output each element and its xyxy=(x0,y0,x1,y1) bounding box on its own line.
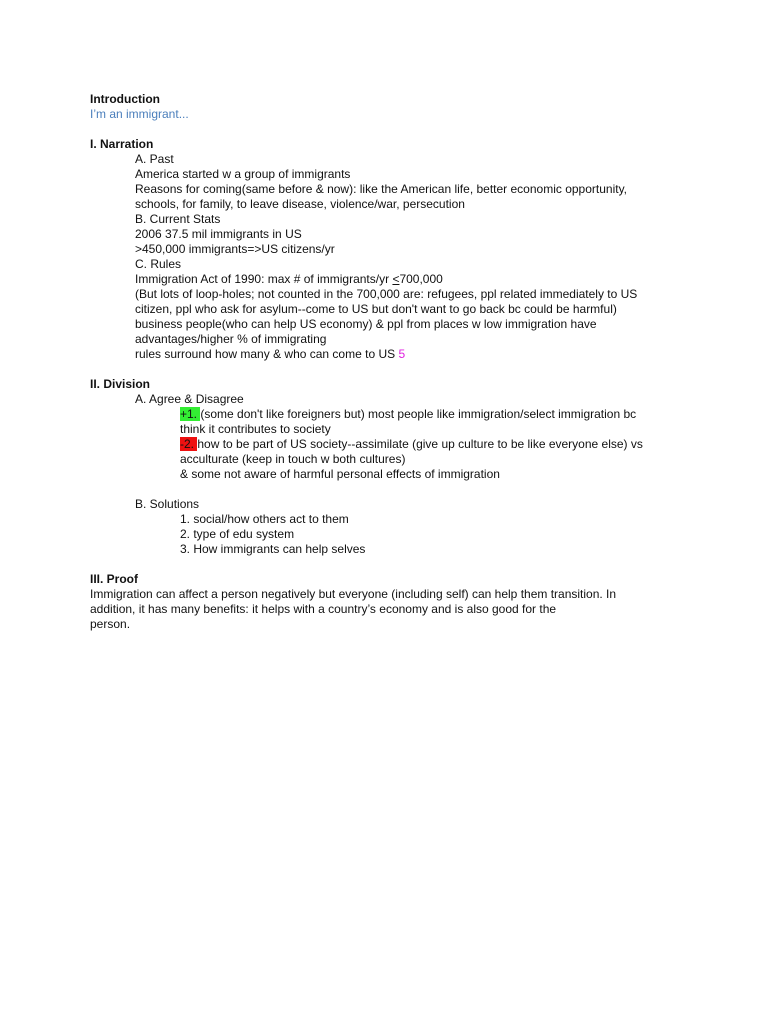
harmful-effects-line: & some not aware of harmful personal effects of immigration xyxy=(180,467,500,481)
proof-heading: III. Proof xyxy=(90,572,138,586)
minus-tag: -2. xyxy=(180,437,198,451)
agree-line xyxy=(90,407,680,422)
division-b-heading: B. Solutions xyxy=(135,497,200,511)
narration-c-heading: C. Rules xyxy=(135,257,182,271)
solution-item: 3. How immigrants can help selves xyxy=(180,542,366,556)
division-a-heading: A. Agree & Disagree xyxy=(135,392,244,406)
outline-document xyxy=(90,92,680,632)
disagree-line xyxy=(90,437,680,452)
introduction-heading: Introduction xyxy=(90,92,160,106)
narration-b-heading: B. Current Stats xyxy=(135,212,221,226)
disagree-line-continued: acculturate (keep in touch w both cultures) xyxy=(180,452,406,466)
narration-c-act-line xyxy=(90,272,680,287)
narration-c-last-line xyxy=(90,347,680,362)
narration-b-line: 2006 37.5 mil immigrants in US xyxy=(135,227,302,241)
proof-line: person. xyxy=(90,617,131,631)
agree-text: (some don't like foreigners but) most people like immigration/select immigration bc xyxy=(200,407,637,421)
proof-line: Immigration can affect a person negatively but everyone (including self) can help them transition. In xyxy=(90,587,617,601)
disagree-text: how to be part of US society--assimilate (give up culture to be like everyone else) vs xyxy=(197,437,643,451)
narration-c-line: business people(who can help US economy) & ppl from places w low immigration have xyxy=(135,317,597,331)
agree-line-continued: think it contributes to society xyxy=(180,422,331,436)
act-suffix: 700,000 xyxy=(399,272,443,286)
narration-a-line: America started w a group of immigrants xyxy=(135,167,351,181)
act-prefix: Immigration Act of 1990: max # of immigrants/yr xyxy=(135,272,393,286)
narration-a-heading: A. Past xyxy=(135,152,174,166)
introduction-subtitle: I’m an immigrant... xyxy=(90,107,189,121)
narration-c-line: (But lots of loop-holes; not counted in the 700,000 are: refugees, ppl related immediately to US xyxy=(135,287,638,301)
division-heading: II. Division xyxy=(90,377,151,391)
proof-line: addition, it has many benefits: it helps with a country’s economy and is also good for the xyxy=(90,602,557,616)
narration-a-line: Reasons for coming(same before & now): like the American life, better economic opportunity, xyxy=(135,182,628,196)
rules-text: rules surround how many & who can come to US xyxy=(135,347,399,361)
plus-tag: +1. xyxy=(180,407,201,421)
narration-a-line: schools, for family, to leave disease, violence/war, persecution xyxy=(135,197,465,211)
solution-item: 1. social/how others act to them xyxy=(180,512,349,526)
solution-item: 2. type of edu system xyxy=(180,527,295,541)
less-than-symbol: < xyxy=(392,272,400,286)
source-number: 5 xyxy=(398,347,406,361)
narration-b-line: >450,000 immigrants=>US citizens/yr xyxy=(135,242,335,256)
narration-c-line: advantages/higher % of immigrating xyxy=(135,332,327,346)
narration-c-line: citizen, ppl who ask for asylum--come to US but don't want to go back bc could be harmful) xyxy=(135,302,617,316)
narration-heading: I. Narration xyxy=(90,137,154,151)
